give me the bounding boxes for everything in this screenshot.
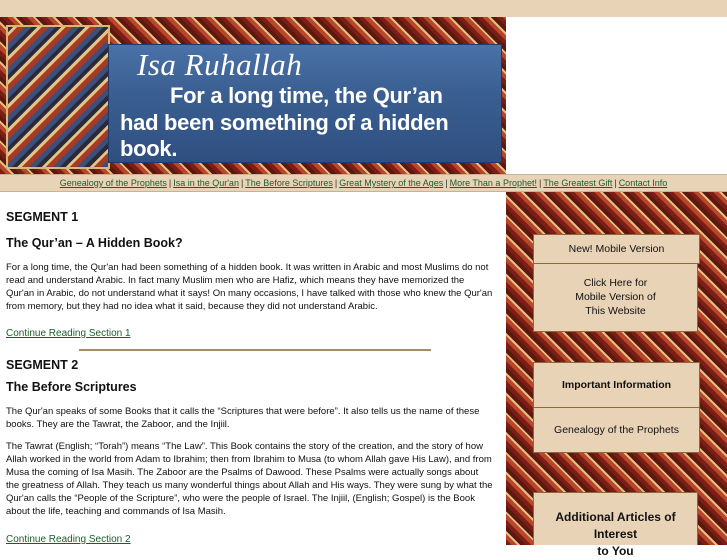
top-strip [0, 0, 727, 17]
sidebar [506, 192, 727, 558]
nav-bar: Genealogy of the Prophets | Isa in the Qur'an | The Before Scriptures | Great Mystery of the Ages | More Than a Prophet! | The Greatest Gift | Contact Info [0, 174, 727, 192]
nav-link-great-mystery[interactable]: Great Mystery of the Ages [339, 178, 444, 188]
mobile-link-line2: Mobile Version of [575, 291, 656, 303]
segment1-heading: The Qur’an – A Hidden Book? [6, 236, 183, 250]
additional-articles-line2: to You [597, 544, 634, 558]
section-divider [79, 349, 431, 351]
nav-link-genealogy[interactable]: Genealogy of the Prophets [59, 178, 167, 188]
mobile-version-link[interactable] [533, 263, 698, 332]
site-banner [0, 17, 506, 174]
nav-link-before-scriptures[interactable]: The Before Scriptures [245, 178, 333, 188]
segment2-paragraph-1: The Qur'an speaks of some Books that it calls the “Scriptures that were before”. It also tells us the name of these books. They are the Tawrat, the Zaboor, and the Injiil. [6, 406, 480, 430]
mobile-link-line3: This Website [585, 305, 646, 317]
additional-articles-box [533, 492, 698, 558]
banner-tagline-line1: For a long time, the Qur’an [170, 83, 443, 108]
rug-image [6, 25, 110, 169]
nav-link-contact[interactable]: Contact Info [618, 178, 668, 188]
mobile-link-line1: Click Here for [583, 277, 648, 289]
important-information[interactable]: Important Information [533, 362, 700, 408]
mobile-version-header[interactable]: New! Mobile Version [533, 234, 700, 264]
banner-tagline-line2: had been something of a hidden book. [120, 110, 449, 161]
sidebar-genealogy-link[interactable]: Genealogy of the Prophets [533, 407, 700, 453]
segment2-paragraph-2: The Tawrat (English; “Torah”) means “The Law”. This Book contains the story of the creation, and the story of how Allah worked in the world from Adam to Ibrahim; then from Ibrahim to Musa (to whom Allah gave His Law), and from Musa the coming of Isa Masih. The Zaboor are the Psalms of Dawood. These Psalms were actually songs about the greatness of Allah. They teach us many wonderful things about Allah and His ways. They were sung by what the Qur'an calls the “People of the Scripture”, who were the people of Israel. The Injiil, (English; Gospel) is the Book about the life, teaching and commands of Isa Masih. [6, 441, 493, 517]
segment2-label: SEGMENT 2 [6, 358, 79, 372]
segment1-label: SEGMENT 1 [6, 210, 79, 224]
continue-reading-section-1[interactable]: Continue Reading Section 1 [6, 328, 131, 339]
segment1-paragraph: For a long time, the Qur'an had been something of a hidden book. It was written in Arabic and most Muslims do not read and understand Arabic. In fact many Muslim men who are Hafiz, which means they have memorized the Qur'an in Arabic, do not understand what it says! On many occasions, I have talked with those who knew the Qur'an from memory, but they had no idea what it said, because they did not understand Arabic. [6, 262, 493, 312]
nav-link-more-than-prophet[interactable]: More Than a Prophet! [449, 178, 537, 188]
nav-link-greatest-gift[interactable]: The Greatest Gift [543, 178, 613, 188]
site-title: Isa Ruhallah [137, 47, 303, 82]
additional-articles-line1: Additional Articles of Interest [555, 510, 676, 541]
nav-link-isa-in-quran[interactable]: Isa in the Qur'an [173, 178, 239, 188]
segment2-heading: The Before Scriptures [6, 380, 137, 394]
continue-reading-section-2[interactable]: Continue Reading Section 2 [6, 534, 131, 545]
